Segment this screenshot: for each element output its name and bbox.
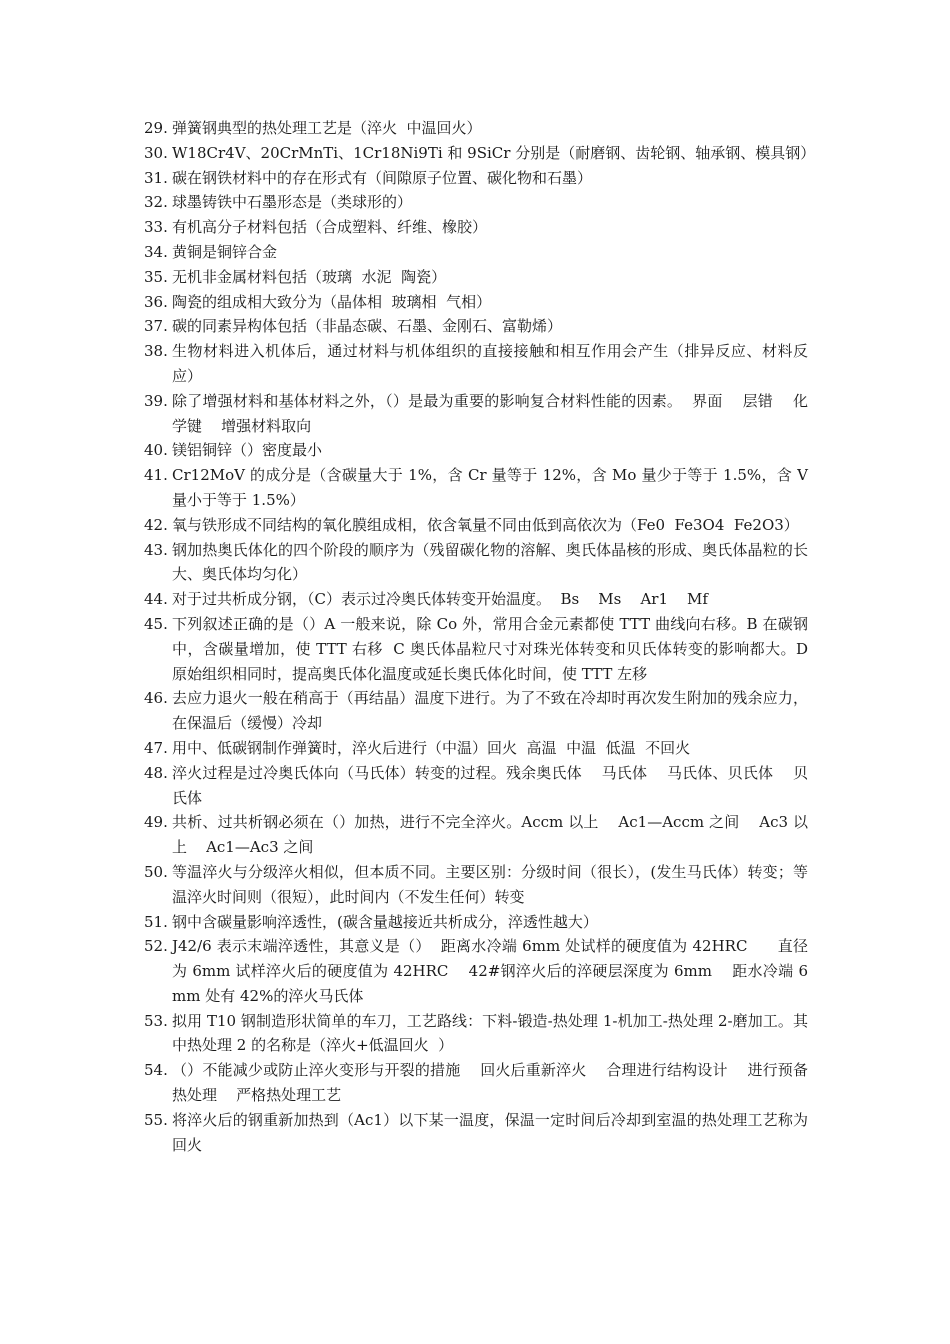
question-text: W18Cr4V、20CrMnTi、1Cr18Ni9Ti 和 9SiCr 分别是（耐磨钢、齿轮钢、轴承钢、模具钢） [172, 143, 816, 162]
question-text: 弹簧钢典型的热处理工艺是（淬火 中温回火） [172, 119, 482, 137]
question-text: 陶瓷的组成相大致分为（晶体相 玻璃相 气相） [172, 292, 492, 311]
question-number: 35. [144, 267, 168, 286]
question-text: 钢加热奥氏体化的四个阶段的顺序为（残留碳化物的溶解、奥氏体晶核的形成、奥氏体晶粒的长大、奥氏体均匀化） [172, 540, 808, 584]
question-number: 29. [144, 119, 168, 137]
question-text: 淬火过程是过冷奥氏体向（马氏体）转变的过程。残余奥氏体 马氏体 马氏体、贝氏体 贝氏体 [172, 763, 808, 807]
question-number: 44. [144, 590, 168, 609]
question-item [144, 860, 808, 910]
question-text: 球墨铸铁中石墨形态是（类球形的） [172, 193, 413, 212]
question-item [144, 587, 808, 612]
question-item [144, 1009, 808, 1059]
question-number: 42. [144, 515, 168, 534]
question-number: 50. [144, 862, 168, 881]
question-text: 钢中含碳量影响淬透性，(碳含量越接近共析成分，淬透性越大） [172, 912, 598, 931]
question-item [144, 141, 816, 166]
question-text: J42/6 表示末端淬透性，其意义是（） 距离水冷端 6mm 处试样的硬度值为 42HRC 直径为 6mm 试样淬火后的硬度值为 42HRC 42#钢淬火后的淬硬层深度为 6mm 距水冷端 6mm 处有 42%的淬火马氏体 [172, 937, 808, 1005]
question-item [144, 314, 808, 339]
question-number: 34. [144, 242, 168, 261]
question-item [144, 612, 813, 686]
question-list [144, 116, 816, 1157]
question-number: 47. [144, 738, 168, 757]
question-number: 43. [144, 540, 168, 559]
question-item [144, 1058, 808, 1108]
question-item [144, 934, 808, 1008]
question-item [144, 736, 808, 761]
question-text: 拟用 T10 钢制造形状简单的车刀，工艺路线：下料-锻造-热处理 1-机加工-热处理 2-磨加工。其中热处理 2 的名称是（淬火+低温回火 ） [172, 1011, 808, 1055]
question-text: 对于过共析成分钢，（C）表示过冷奥氏体转变开始温度。 Bs Ms Ar1 Mf [172, 590, 708, 609]
question-text: 碳在钢铁材料中的存在形式有（间隙原子位置、碳化物和石墨） [172, 168, 593, 187]
question-number: 39. [144, 391, 168, 410]
question-text: 去应力退火一般在稍高于（再结晶）温度下进行。为了不致在冷却时再次发生附加的残余应力，在保温后（缓慢）冷却 [172, 689, 808, 733]
question-number: 55. [144, 1110, 168, 1129]
question-number: 33. [144, 218, 168, 237]
question-item [144, 513, 808, 538]
question-item [144, 910, 808, 935]
question-item [144, 438, 808, 463]
question-text: 碳的同素异构体包括（非晶态碳、石墨、金刚石、富勒烯） [172, 317, 563, 336]
question-item [144, 116, 808, 141]
question-number: 30. [144, 143, 168, 162]
question-text: 生物材料进入机体后，通过材料与机体组织的直接接触和相互作用会产生（排异反应、材料反应） [172, 342, 808, 385]
question-number: 32. [144, 193, 168, 212]
question-text: 黄铜是铜锌合金 [172, 242, 278, 261]
question-number: 37. [144, 317, 168, 336]
question-item [144, 463, 813, 513]
question-number: 31. [144, 168, 168, 187]
question-text: Cr12MoV 的成分是（含碳量大于 1%，含 Cr 量等于 12%，含 Mo 量少于等于 1.5%，含 V 量小于等于 1.5%） [172, 466, 813, 509]
question-text: 除了增强材料和基体材料之外，（）是最为重要的影响复合材料性能的因素。 界面 层错 化学键 增强材料取向 [172, 391, 808, 435]
question-text: 等温淬火与分级淬火相似，但本质不同。主要区别：分级时间（很长），(发生马氏体）转变；等温淬火时间则（很短），此时间内（不发生任何）转变 [172, 862, 808, 906]
question-item [144, 166, 808, 191]
question-text: 氧与铁形成不同结构的氧化膜组成相，依含氧量不同由低到高依次为（Fe0 Fe3O4 Fe2O3） [172, 515, 799, 534]
question-item [144, 240, 808, 265]
question-text: 下列叙述正确的是（）A 一般来说，除 Co 外，常用合金元素都使 TTT 曲线向右移。B 在碳钢中，含碳量增加，使 TTT 右移 C 奥氏体晶粒尺寸对珠光体转变和贝氏体转变的影响都大。D 原始组织相同时，提高奥氏体化温度或延长奥氏体化时间，使 TTT 左移 [172, 614, 813, 683]
question-number: 49. [144, 813, 168, 832]
question-number: 38. [144, 342, 168, 361]
question-item [144, 389, 808, 439]
question-number: 53. [144, 1011, 168, 1030]
question-number: 46. [144, 689, 168, 708]
question-text: 用中、低碳钢制作弹簧时，淬火后进行（中温）回火 高温 中温 低温 不回火 [172, 738, 691, 757]
question-item [144, 215, 808, 240]
question-text: 无机非金属材料包括（玻璃 水泥 陶瓷） [172, 267, 447, 286]
question-item [144, 686, 808, 736]
question-text: 镁铝铜锌（）密度最小 [172, 441, 323, 460]
question-item [144, 761, 808, 811]
question-item [144, 339, 808, 389]
question-number: 48. [144, 763, 168, 782]
question-item [144, 265, 808, 290]
question-item [144, 290, 808, 315]
question-text: 将淬火后的钢重新加热到（Ac1）以下某一温度，保温一定时间后冷却到室温的热处理工艺称为回火 [172, 1110, 808, 1154]
question-item [144, 190, 808, 215]
question-number: 45. [144, 614, 168, 633]
question-text: （）不能减少或防止淬火变形与开裂的措施 回火后重新淬火 合理进行结构设计 进行预备热处理 严格热处理工艺 [172, 1061, 808, 1105]
question-number: 54. [144, 1061, 168, 1080]
question-number: 51. [144, 912, 168, 931]
question-item [144, 1108, 808, 1158]
question-number: 40. [144, 441, 168, 460]
question-text: 共析、过共析钢必须在（）加热，进行不完全淬火。Accm 以上 Ac1—Accm 之间 Ac3 以上 Ac1—Ac3 之间 [172, 813, 808, 857]
question-number: 41. [144, 466, 168, 485]
question-text: 有机高分子材料包括（合成塑料、纤维、橡胶） [172, 218, 488, 237]
question-item [144, 538, 808, 588]
question-item [144, 810, 808, 860]
question-number: 36. [144, 292, 168, 311]
question-number: 52. [144, 937, 168, 956]
